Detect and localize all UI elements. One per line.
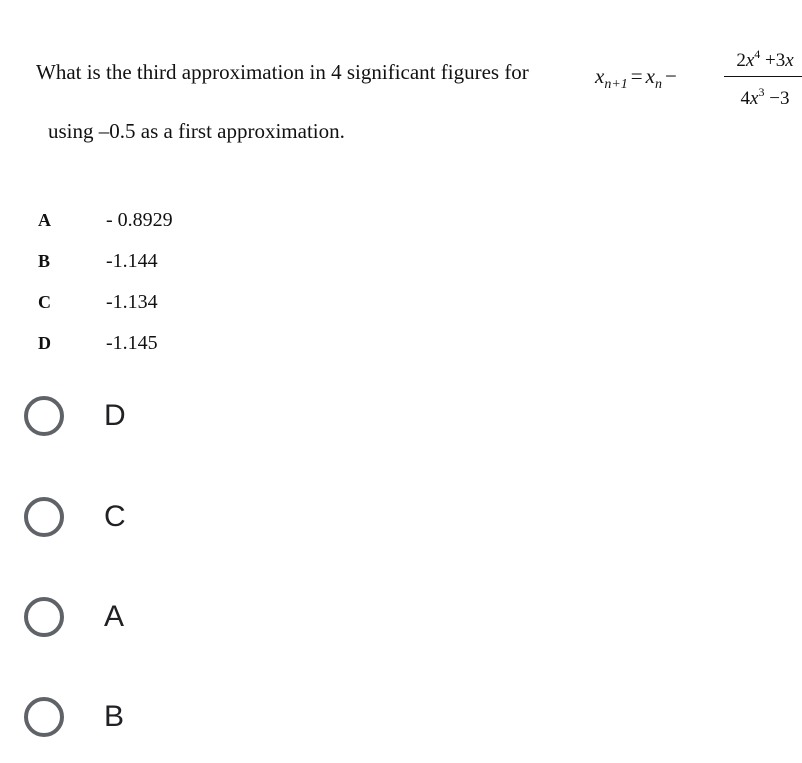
question-text-block	[36, 0, 796, 170]
numerator-term-2: +3	[760, 50, 786, 71]
numerator-var-1: x	[745, 50, 755, 71]
denominator-term-2: −3	[764, 88, 790, 109]
choice-row-c	[36, 282, 173, 323]
formula-numerator	[724, 42, 802, 73]
choice-value: -1.134	[106, 291, 158, 313]
formula-rhs-var: x	[645, 64, 655, 88]
radio-option-label[interactable]: D	[104, 399, 126, 432]
formula-lhs	[595, 64, 680, 93]
choice-row-b	[36, 241, 173, 282]
choice-letter: B	[38, 251, 51, 271]
radio-button[interactable]	[24, 697, 64, 737]
numerator-coef: 2	[736, 50, 746, 71]
formula-rhs-sub: n	[654, 77, 662, 92]
numerator-var-2: x	[785, 50, 794, 71]
question-line-2: using –0.5 as a first approximation.	[48, 119, 345, 143]
answer-choices-list	[36, 200, 173, 364]
choice-letter: D	[38, 333, 51, 353]
formula-lhs-sub: n+1	[604, 77, 628, 92]
radio-option-a[interactable]	[24, 591, 124, 643]
choice-row-a	[36, 200, 173, 241]
choice-letter: A	[38, 210, 51, 230]
choice-letter: C	[38, 292, 51, 312]
radio-button[interactable]	[24, 497, 64, 537]
formula-equals: =	[630, 64, 643, 88]
formula-lhs-var: x	[595, 64, 605, 88]
denominator-exponent: 3	[758, 85, 765, 99]
radio-option-label[interactable]: C	[104, 500, 126, 533]
numerator-exponent: 4	[754, 47, 761, 61]
radio-option-d[interactable]	[24, 390, 126, 442]
formula-denominator	[724, 80, 802, 111]
choice-value: -1.145	[106, 332, 158, 354]
formula-minus: −	[664, 64, 677, 88]
question-line-1: What is the third approximation in 4 significant figures for	[36, 60, 529, 84]
newton-formula	[595, 36, 795, 116]
radio-option-c[interactable]	[24, 491, 126, 543]
radio-button[interactable]	[24, 597, 64, 637]
denominator-coef: 4	[740, 88, 751, 109]
choice-row-d	[36, 323, 173, 364]
choice-value: -1.144	[106, 250, 158, 272]
radio-button[interactable]	[24, 396, 64, 436]
denominator-var: x	[750, 88, 759, 109]
radio-option-label[interactable]: A	[104, 600, 125, 633]
choice-value: - 0.8929	[106, 209, 173, 231]
fraction-bar	[724, 76, 802, 77]
formula-fraction	[724, 42, 802, 111]
radio-option-label[interactable]: B	[104, 700, 125, 733]
radio-option-b[interactable]	[24, 691, 124, 743]
